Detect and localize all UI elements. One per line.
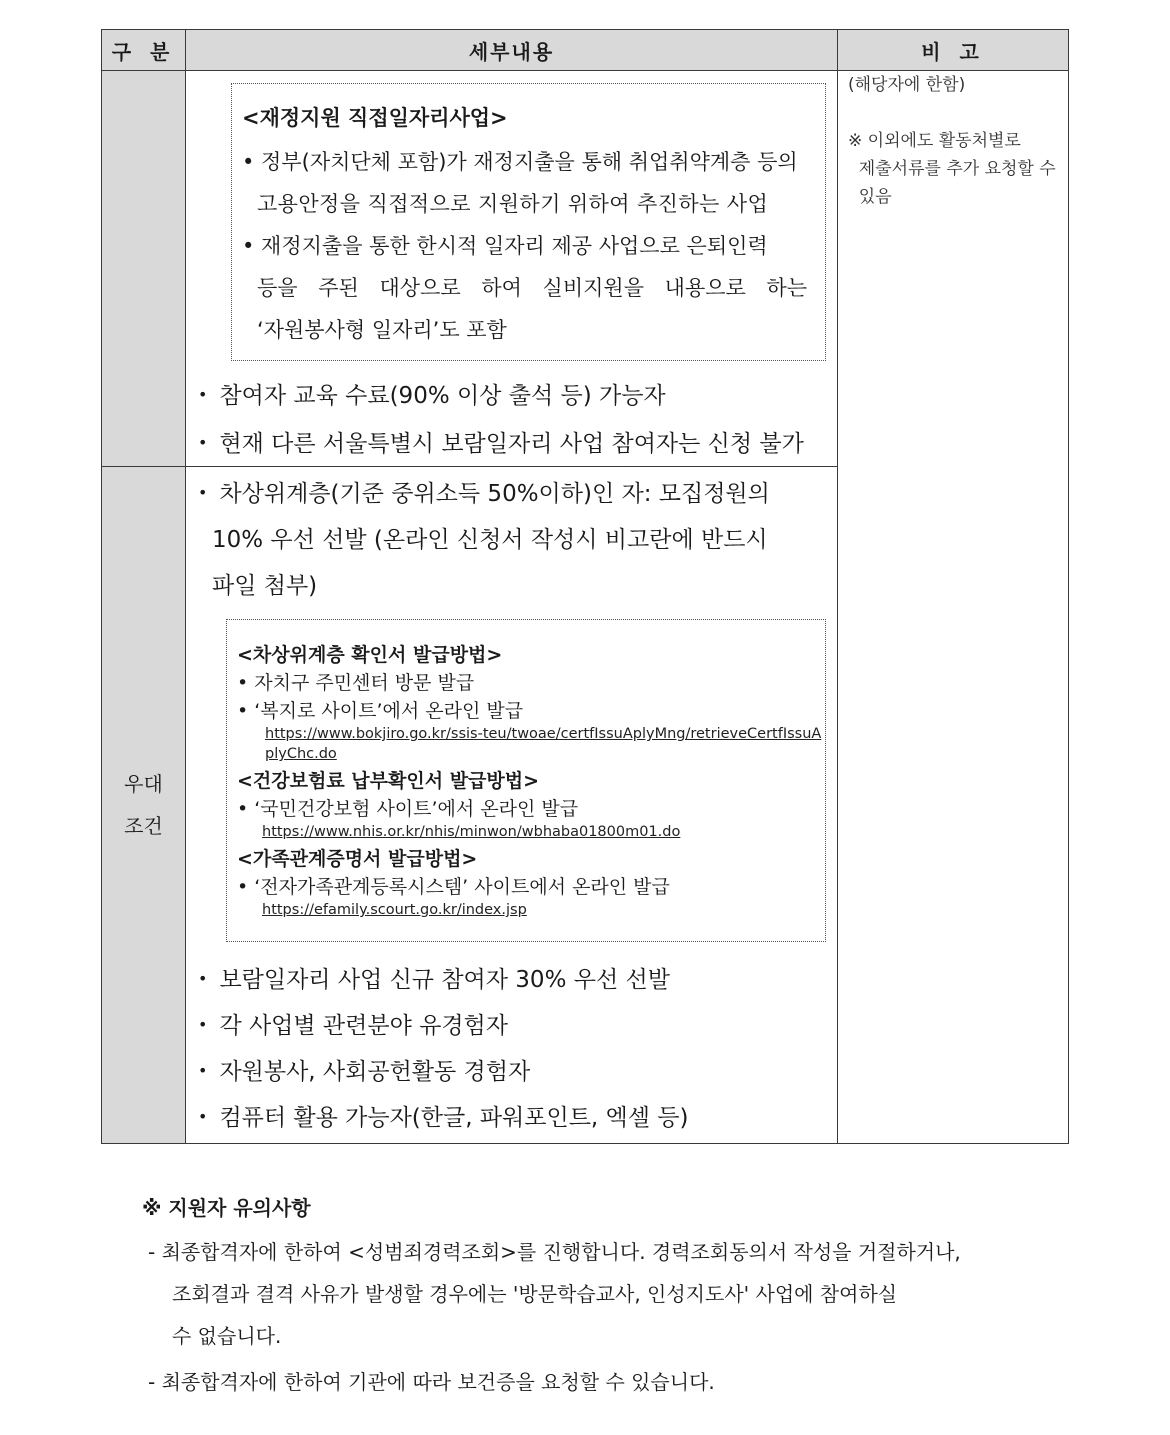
direct-job-program-box — [231, 83, 826, 361]
remark-line: ※ 이외에도 활동처별로 — [848, 131, 1021, 151]
notice-line: - 최종합격자에 한하여 <성범죄경력조회>를 진행합니다. 경력조회동의서 작성을 거절하거나, — [148, 1240, 961, 1264]
guide-item: • ‘복지로 사이트’에서 온라인 발급 — [237, 700, 524, 722]
list-item: • 차상위계층(기준 중위소득 50%이하)인 자: 모집정원의 — [198, 481, 770, 507]
remark-line: 있음 — [848, 187, 892, 207]
notice-line: 조회결과 결격 사유가 발생할 경우에는 '방문학습교사, 인성지도사' 사업에 참여하실 — [172, 1282, 898, 1306]
list-item: • 현재 다른 서울특별시 보람일자리 사업 참여자는 신청 불가 — [198, 431, 804, 457]
category-label: 조건 — [124, 814, 163, 838]
bokjiro-link[interactable]: https://www.bokjiro.go.kr/ssis-teu/twoae/certfIssuAplyMng/retrieveCertfIssuA — [265, 726, 822, 742]
guide-item: • 자치구 주민센터 방문 발급 — [237, 672, 475, 694]
certificate-guide-box — [226, 619, 826, 942]
nhis-link[interactable]: https://www.nhis.or.kr/nhis/minwon/wbhaba01800m01.do — [262, 824, 681, 840]
box-line: • 정부(자치단체 포함)가 재정지출을 통해 취업취약계층 등의 — [242, 150, 798, 174]
requirements-table — [101, 29, 1069, 1144]
list-item: • 각 사업별 관련분야 유경험자 — [198, 1013, 508, 1039]
box-title: <재정지원 직접일자리사업> — [242, 106, 508, 130]
table-header-row — [102, 30, 1069, 71]
box-line: 등을 주된 대상으로 하여 실비지원을 내용으로 하는 — [257, 276, 808, 300]
category-cell-preference — [102, 467, 186, 1144]
guide-item: • ‘전자가족관계등록시스템’ 사이트에서 온라인 발급 — [237, 876, 670, 898]
table-row — [102, 71, 1069, 467]
list-item-cont: 파일 첨부) — [212, 573, 318, 599]
remark-line: (해당자에 한함) — [848, 75, 966, 95]
guide-title: <가족관계증명서 발급방법> — [237, 848, 478, 870]
remarks-cell — [838, 71, 1069, 1144]
notice-line: 수 없습니다. — [172, 1324, 282, 1348]
details-cell — [186, 71, 838, 467]
bokjiro-link-cont[interactable]: plyChc.do — [265, 746, 337, 762]
header-remarks: 비 고 — [838, 30, 1069, 71]
list-item-cont: 10% 우선 선발 (온라인 신청서 작성시 비고란에 반드시 — [212, 527, 768, 553]
header-category: 구 분 — [102, 30, 186, 71]
remark-line: 제출서류를 추가 요청할 수 — [848, 159, 1056, 179]
efamily-link[interactable]: https://efamily.scourt.go.kr/index.jsp — [262, 902, 527, 918]
guide-title: <차상위계층 확인서 발급방법> — [237, 644, 503, 666]
box-line: • 재정지출을 통한 한시적 일자리 제공 사업으로 은퇴인력 — [242, 234, 768, 258]
category-label: 우대 — [124, 772, 163, 796]
list-item: • 자원봉사, 사회공헌활동 경험자 — [198, 1059, 531, 1085]
box-line: ‘자원봉사형 일자리’도 포함 — [257, 318, 507, 342]
guide-title: <건강보험료 납부확인서 발급방법> — [237, 770, 540, 792]
guide-item: • ‘국민건강보험 사이트’에서 온라인 발급 — [237, 798, 579, 820]
remark-line — [848, 99, 1058, 127]
notice-line: - 최종합격자에 한하여 기관에 따라 보건증을 요청할 수 있습니다. — [148, 1370, 715, 1394]
category-cell-empty — [102, 71, 186, 467]
list-item: • 보람일자리 사업 신규 참여자 30% 우선 선발 — [198, 967, 670, 993]
notice-title: ※ 지원자 유의사항 — [142, 1196, 311, 1220]
box-line: 고용안정을 직접적으로 지원하기 위하여 추진하는 사업 — [257, 192, 769, 216]
header-details: 세부내용 — [186, 30, 838, 71]
details-cell — [186, 467, 838, 1144]
list-item: • 컴퓨터 활용 가능자(한글, 파워포인트, 엑셀 등) — [198, 1105, 689, 1131]
list-item: • 참여자 교육 수료(90% 이상 출석 등) 가능자 — [198, 383, 666, 409]
